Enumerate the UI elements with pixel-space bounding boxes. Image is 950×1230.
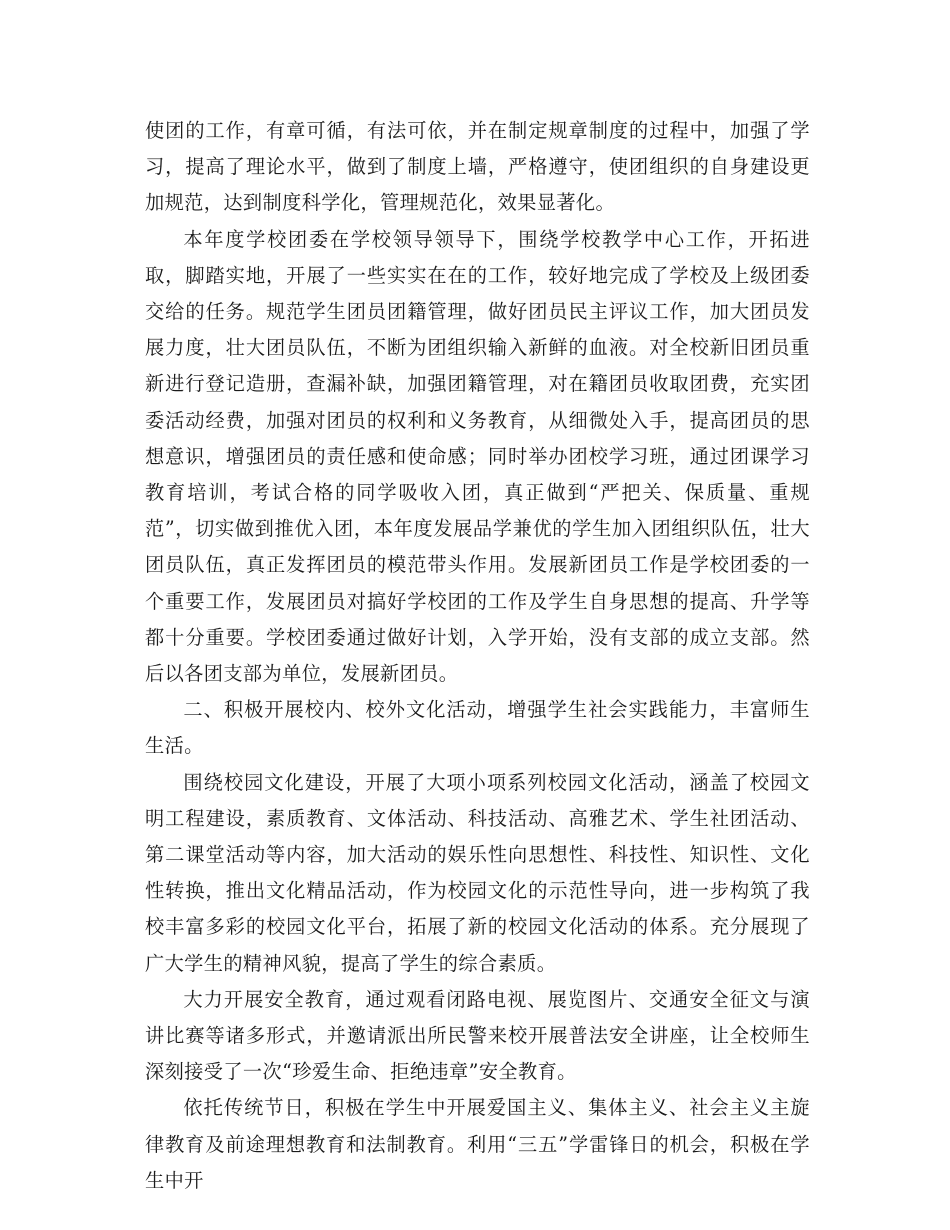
paragraph-safety-education: 大力开展安全教育，通过观看闭路电视、展览图片、交通安全征文与演讲比赛等诸多形式，并邀请派出所民警来校开展普法安全讲座，让全校师生深刻接受了一次“珍爱生命、拒绝违章”安全教育。 (145, 987, 810, 1084)
paragraph-campus-culture: 围绕校园文化建设，开展了大项小项系列校园文化活动，涵盖了校园文明工程建设，素质教育、文体活动、科技活动、高雅艺术、学生社团活动、第二课堂活动等内容，加大活动的娱乐性向思想性、科技性、知识性、文化性转换，推出文化精品活动，作为校园文化的示范性导向，进一步构筑了我校丰富多彩的校园文化平台，拓展了新的校园文化活动的体系。充分展现了广大学生的精神风貌，提高了学生的综合素质。 (145, 770, 810, 975)
paragraph-continuation: 使团的工作，有章可循，有法可依，并在制定规章制度的过程中，加强了学习，提高了理论水平，做到了制度上墙，严格遵守，使团组织的自身建设更加规范，达到制度科学化，管理规范化，效果显著化。 (145, 119, 810, 215)
paragraph-league-work-summary: 本年度学校团委在学校领导领导下，围绕学校教学中心工作，开拓进取，脚踏实地，开展了一些实实在在的工作，较好地完成了学校及上级团委交给的任务。规范学生团员团籍管理，做好团员民主评议工作，加大团员发展力度，壮大团员队伍，不断为团组织输入新鲜的血液。对全校新旧团员重新进行登记造册，查漏补缺，加强团籍管理，对在籍团员收取团费，充实团委活动经费，加强对团员的权利和义务教育，从细微处入手，提高团员的思想意识，增强团员的责任感和使命感；同时举办团校学习班，通过团课学习教育培训，考试合格的同学吸收入团，真正做到“严把关、保质量、重规范”，切实做到推优入团，本年度发展品学兼优的学生加入团组织队伍，壮大团员队伍，真正发挥团员的模范带头作用。发展新团员工作是学校团委的一个重要工作，发展团员对搞好学校团的工作及学生自身思想的提高、升学等都十分重要。学校团委通过做好计划，入学开始，没有支部的成立支部。然后以各团支部为单位，发展新团员。 (145, 227, 810, 686)
section-heading-cultural-activities: 二、积极开展校内、校外文化活动，增强学生社会实践能力，丰富师生生活。 (145, 698, 810, 758)
paragraph-traditional-festivals: 依托传统节日，积极在学生中开展爱国主义、集体主义、社会主义主旋律教育及前途理想教育和法制教育。利用“三五”学雷锋日的机会，积极在学生中开 (145, 1096, 810, 1192)
document-body (145, 113, 810, 1199)
